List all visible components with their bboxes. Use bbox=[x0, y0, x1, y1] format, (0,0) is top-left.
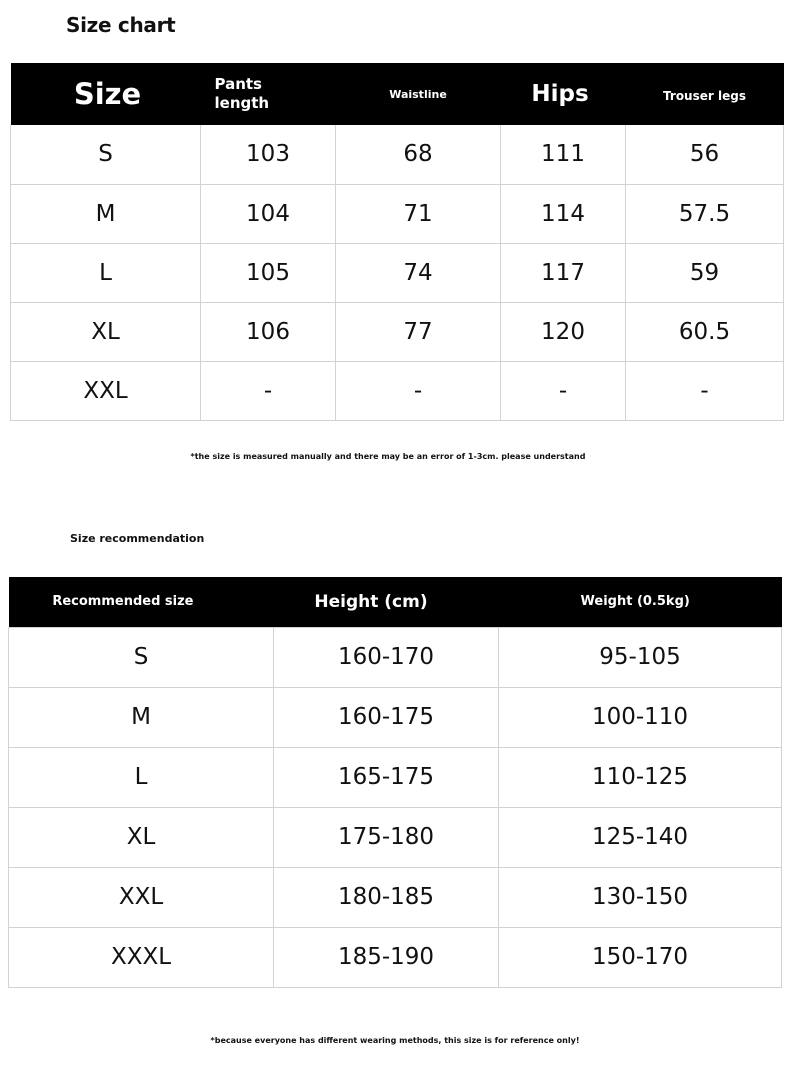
header-height: Height (cm) bbox=[274, 577, 499, 627]
cell-height: 180-185 bbox=[274, 867, 499, 927]
header-pants-length: Pants length bbox=[201, 63, 336, 125]
table-row bbox=[11, 361, 784, 420]
cell-weight: 110-125 bbox=[499, 747, 782, 807]
recommendation-header-row bbox=[9, 577, 782, 627]
cell-waistline: - bbox=[336, 361, 501, 420]
cell-height: 175-180 bbox=[274, 807, 499, 867]
cell-hips: 120 bbox=[501, 302, 626, 361]
cell-pants-length: 106 bbox=[201, 302, 336, 361]
size-recommendation-title: Size recommendation bbox=[70, 532, 205, 545]
cell-height: 160-175 bbox=[274, 687, 499, 747]
cell-hips: - bbox=[501, 361, 626, 420]
size-chart-header-row bbox=[11, 63, 784, 125]
header-recommended-size: Recommended size bbox=[9, 577, 274, 627]
table-row bbox=[11, 243, 784, 302]
cell-waistline: 74 bbox=[336, 243, 501, 302]
cell-size: XL bbox=[11, 302, 201, 361]
cell-pants-length: 103 bbox=[201, 125, 336, 184]
cell-recommended-size: XXXL bbox=[9, 927, 274, 987]
cell-pants-length: 104 bbox=[201, 184, 336, 243]
cell-hips: 117 bbox=[501, 243, 626, 302]
table-row bbox=[9, 747, 782, 807]
table-row bbox=[11, 302, 784, 361]
cell-recommended-size: M bbox=[9, 687, 274, 747]
cell-size: XXL bbox=[11, 361, 201, 420]
measurement-note: *the size is measured manually and there may be an error of 1-3cm. please understand bbox=[190, 452, 586, 461]
table-row bbox=[9, 807, 782, 867]
header-weight: Weight (0.5kg) bbox=[499, 577, 782, 627]
cell-recommended-size: XXL bbox=[9, 867, 274, 927]
cell-recommended-size: L bbox=[9, 747, 274, 807]
size-chart-title: Size chart bbox=[66, 13, 176, 37]
size-recommendation-table bbox=[8, 577, 782, 988]
table-row bbox=[9, 687, 782, 747]
cell-recommended-size: S bbox=[9, 627, 274, 687]
cell-height: 165-175 bbox=[274, 747, 499, 807]
cell-height: 160-170 bbox=[274, 627, 499, 687]
table-row bbox=[9, 627, 782, 687]
table-row bbox=[9, 867, 782, 927]
cell-size: M bbox=[11, 184, 201, 243]
header-waistline: Waistline bbox=[336, 63, 501, 125]
cell-trouser-legs: 57.5 bbox=[626, 184, 784, 243]
cell-trouser-legs: 56 bbox=[626, 125, 784, 184]
cell-trouser-legs: - bbox=[626, 361, 784, 420]
table-row bbox=[11, 184, 784, 243]
size-chart-table bbox=[10, 63, 784, 421]
cell-weight: 130-150 bbox=[499, 867, 782, 927]
cell-pants-length: 105 bbox=[201, 243, 336, 302]
header-size: Size bbox=[11, 63, 201, 125]
cell-hips: 111 bbox=[501, 125, 626, 184]
cell-weight: 125-140 bbox=[499, 807, 782, 867]
cell-waistline: 71 bbox=[336, 184, 501, 243]
reference-note: *because everyone has different wearing methods, this size is for reference only! bbox=[210, 1036, 580, 1045]
cell-height: 185-190 bbox=[274, 927, 499, 987]
table-row bbox=[9, 927, 782, 987]
table-row bbox=[11, 125, 784, 184]
cell-size: L bbox=[11, 243, 201, 302]
cell-trouser-legs: 59 bbox=[626, 243, 784, 302]
cell-hips: 114 bbox=[501, 184, 626, 243]
cell-size: S bbox=[11, 125, 201, 184]
cell-weight: 150-170 bbox=[499, 927, 782, 987]
cell-trouser-legs: 60.5 bbox=[626, 302, 784, 361]
cell-waistline: 77 bbox=[336, 302, 501, 361]
cell-weight: 100-110 bbox=[499, 687, 782, 747]
cell-pants-length: - bbox=[201, 361, 336, 420]
header-trouser-legs: Trouser legs bbox=[626, 63, 784, 125]
cell-waistline: 68 bbox=[336, 125, 501, 184]
header-hips: Hips bbox=[501, 63, 626, 125]
cell-recommended-size: XL bbox=[9, 807, 274, 867]
cell-weight: 95-105 bbox=[499, 627, 782, 687]
